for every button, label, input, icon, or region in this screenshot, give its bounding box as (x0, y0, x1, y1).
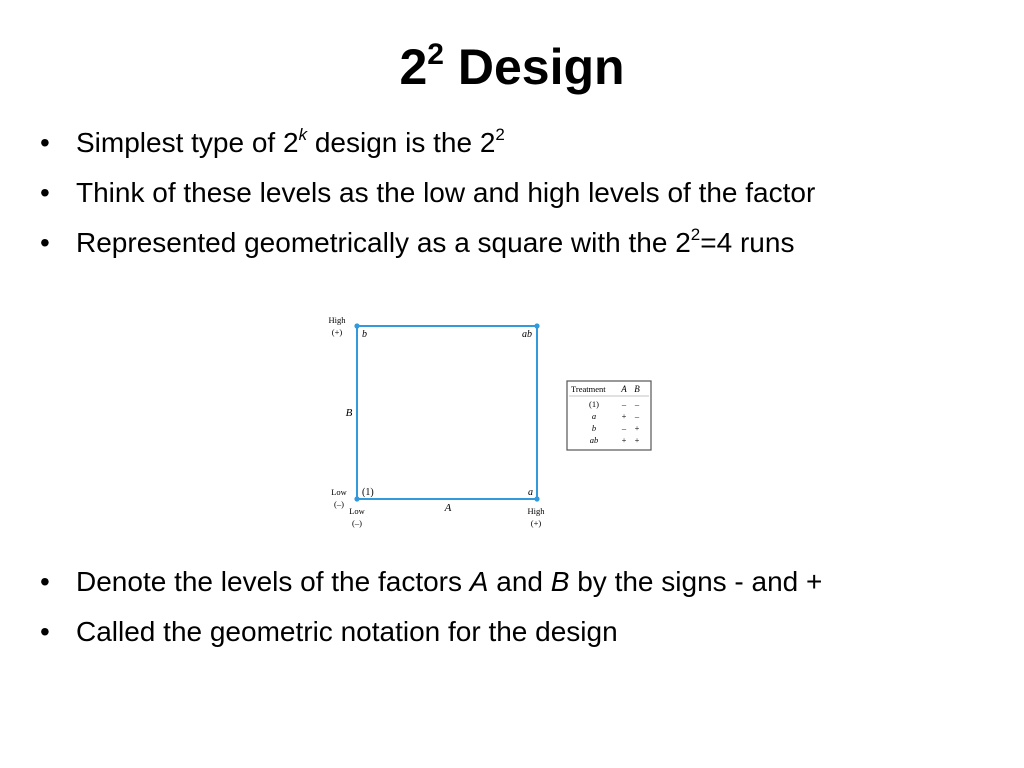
title-base: 2 (399, 39, 428, 95)
b-low-sign: (–) (334, 499, 344, 509)
bullet-item (40, 168, 815, 218)
bullet-list-bottom (40, 557, 822, 657)
bullet-text: Denote the levels of the factors (76, 566, 470, 597)
table-cell-b: + (634, 423, 640, 433)
a-high-sign: (+) (530, 518, 542, 528)
bullet-list-top (40, 118, 815, 268)
bullet-text: Represented geometrically as a square with the 2 (76, 227, 691, 258)
table-header-b: B (634, 384, 640, 394)
bullet-text: Think of these levels as the low and high levels of the factor (76, 177, 816, 208)
table-header-treatment: Treatment (571, 384, 606, 394)
bullet-text: Called the geometric notation for the design (76, 616, 618, 647)
corner-point-b (354, 323, 359, 328)
bullet-superscript: 2 (495, 125, 505, 144)
b-low-label: Low (331, 487, 347, 497)
corner-point-ab (534, 323, 539, 328)
factor-b-label: B (345, 407, 353, 419)
bullet-text: design is the 2 (307, 127, 496, 158)
bullet-item (40, 118, 815, 168)
design-square-svg (320, 306, 660, 532)
factor-b-variable: B (550, 566, 570, 597)
table-cell-treatment: ab (589, 435, 599, 445)
corner-point-a (534, 496, 539, 501)
bullet-dot: • (40, 127, 50, 158)
title-text: Design (443, 39, 625, 95)
table-cell-a: – (621, 423, 627, 433)
bullet-item (40, 557, 822, 607)
corner-label-a: a (528, 487, 533, 498)
bullet-text: Simplest type of 2 (76, 127, 299, 158)
bullet-dot: • (40, 177, 50, 208)
table-cell-b: + (634, 435, 640, 445)
a-low-label: Low (349, 506, 365, 516)
bullet-dot: • (40, 566, 50, 597)
b-high-label: High (328, 315, 346, 325)
bullet-item (40, 218, 815, 268)
table-cell-a: – (621, 399, 627, 409)
bullet-superscript: 2 (690, 225, 701, 244)
table-cell-treatment: b (591, 423, 597, 433)
factor-a-label: A (444, 502, 452, 514)
bullet-dot: • (40, 227, 50, 258)
table-cell-treatment: a (591, 411, 597, 421)
table-cell-b: – (634, 411, 640, 421)
bullet-superscript: k (298, 125, 308, 144)
a-high-label: High (527, 506, 545, 516)
bullet-text: =4 runs (700, 227, 795, 258)
factor-a-variable: A (469, 566, 489, 597)
b-high-sign: (+) (331, 327, 343, 337)
a-low-sign: (–) (352, 518, 362, 528)
table-cell-a: + (621, 435, 627, 445)
table-cell-b: – (634, 399, 640, 409)
title-exponent: 2 (427, 38, 444, 71)
table-cell-treatment: (1) (589, 399, 599, 409)
design-square (357, 326, 537, 499)
corner-label-ab: ab (522, 329, 532, 340)
bullet-item (40, 607, 822, 657)
treatment-table (567, 381, 651, 450)
slide-title (0, 36, 1024, 98)
corner-label-b: b (362, 329, 367, 340)
bullet-text: by the signs - and + (569, 566, 823, 597)
corner-label-1: (1) (362, 487, 374, 498)
table-header-a: A (621, 384, 627, 394)
table-cell-a: + (621, 411, 627, 421)
bullet-text: and (488, 566, 551, 597)
geometric-design-figure (320, 306, 660, 532)
corner-point-1 (354, 496, 359, 501)
bullet-dot: • (40, 616, 50, 647)
